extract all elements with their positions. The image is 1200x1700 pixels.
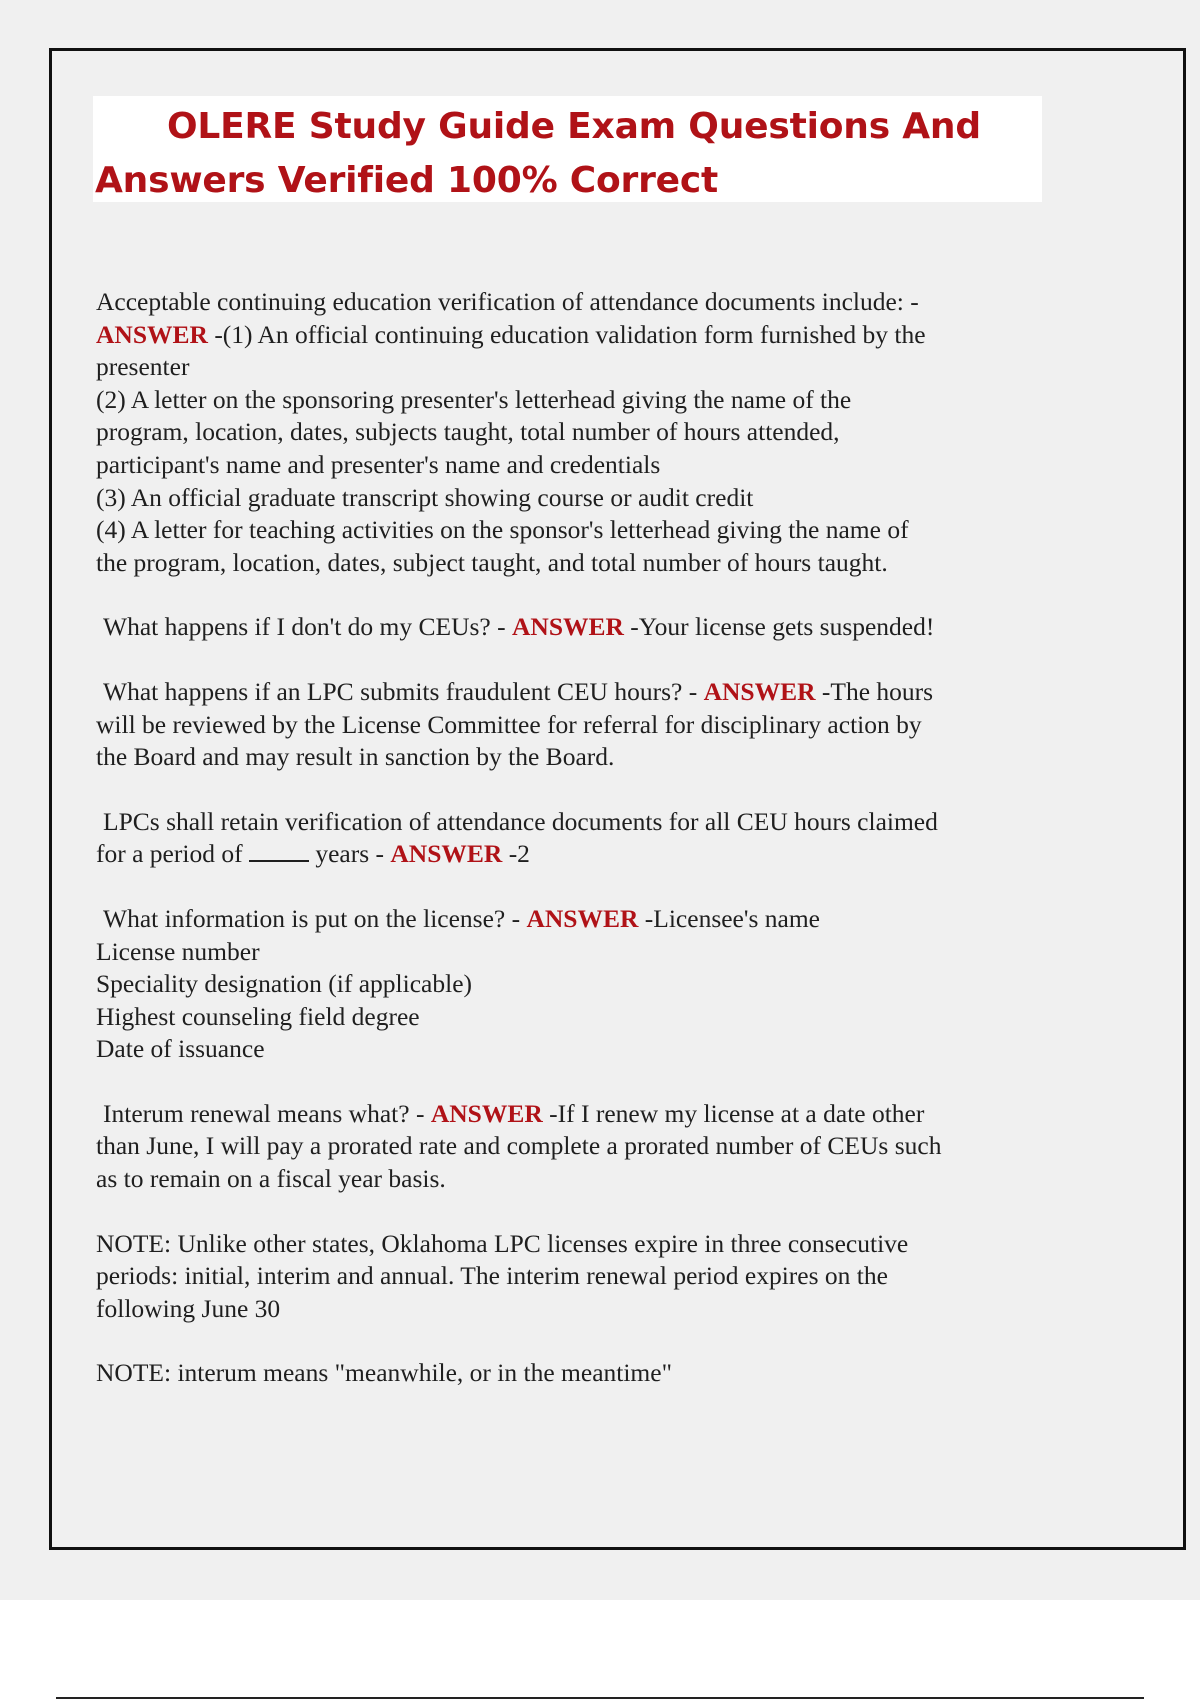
answer-line: the Board and may result in sanction by the Board. bbox=[96, 742, 615, 772]
question-text: What happens if an LPC submits fraudulent CEU hours? - bbox=[103, 676, 704, 706]
answer-line: participant's name and presenter's name and credentials bbox=[96, 449, 661, 479]
answer-line: License number bbox=[96, 936, 260, 966]
answer-line: (3) An official graduate transcript showing course or audit credit bbox=[96, 482, 754, 512]
answer-label: ANSWER bbox=[430, 1098, 543, 1128]
document-title: OLERE Study Guide Exam Questions And Answers Verified 100% Correct bbox=[95, 106, 981, 201]
answer-line: Date of issuance bbox=[96, 1034, 265, 1064]
answer-line: the program, location, dates, subject taught, and total number of hours taught. bbox=[96, 547, 888, 577]
answer-line: program, location, dates, subjects taught, total number of hours attended, bbox=[96, 417, 840, 447]
note-line: following June 30 bbox=[96, 1293, 281, 1323]
title-banner bbox=[93, 96, 1042, 202]
answer-label: ANSWER bbox=[511, 612, 624, 642]
question-text: Interum renewal means what? - bbox=[103, 1098, 431, 1128]
question-text: Acceptable continuing education verification of attendance documents include: - bbox=[96, 287, 919, 316]
qa-line bbox=[96, 676, 1086, 709]
qa-line bbox=[96, 611, 1086, 644]
qa-content bbox=[96, 286, 1086, 1422]
note-block bbox=[96, 1228, 1086, 1326]
answer-text: -2 bbox=[502, 839, 530, 869]
question-text: What information is put on the license? - bbox=[103, 903, 527, 933]
qa-item bbox=[96, 611, 1086, 644]
qa-line bbox=[96, 1098, 1086, 1131]
qa-line bbox=[96, 838, 1086, 871]
qa-item bbox=[96, 676, 1086, 774]
answer-line: presenter bbox=[96, 352, 190, 382]
answer-text: -(1) An official continuing education validation form furnished by the bbox=[207, 319, 926, 349]
answer-text: -The hours bbox=[815, 676, 934, 706]
note-line: NOTE: Unlike other states, Oklahoma LPC licenses expire in three consecutive bbox=[96, 1228, 909, 1258]
answer-label: ANSWER bbox=[703, 676, 816, 706]
page-gap bbox=[0, 1600, 1200, 1700]
note-line: periods: initial, interim and annual. The interim renewal period expires on the bbox=[96, 1261, 888, 1291]
question-text: What happens if I don't do my CEUs? - bbox=[103, 612, 512, 642]
answer-text: -Licensee's name bbox=[638, 903, 820, 933]
answer-line bbox=[96, 319, 1086, 352]
answer-line: (2) A letter on the sponsoring presenter's letterhead giving the name of the bbox=[96, 384, 852, 414]
answer-line: than June, I will pay a prorated rate and complete a prorated number of CEUs such bbox=[96, 1131, 942, 1161]
answer-line: Speciality designation (if applicable) bbox=[96, 969, 473, 999]
answer-line: as to remain on a fiscal year basis. bbox=[96, 1164, 446, 1194]
next-page-border bbox=[56, 1697, 1144, 1699]
question-text: LPCs shall retain verification of attendance documents for all CEU hours claimed bbox=[103, 806, 938, 836]
answer-line: (4) A letter for teaching activities on the sponsor's letterhead giving the name of bbox=[96, 515, 909, 545]
answer-line: will be reviewed by the License Committee for referral for disciplinary action by bbox=[96, 709, 922, 739]
question-text: for a period of bbox=[96, 839, 249, 869]
note-line: NOTE: interum means "meanwhile, or in the meantime" bbox=[96, 1358, 672, 1388]
qa-line bbox=[96, 903, 1086, 936]
answer-label: ANSWER bbox=[96, 319, 208, 349]
qa-item bbox=[96, 903, 1086, 1066]
answer-label: ANSWER bbox=[390, 839, 503, 869]
question-text: years - bbox=[308, 839, 391, 869]
answer-text: -If I renew my license at a date other bbox=[542, 1098, 925, 1128]
answer-label: ANSWER bbox=[526, 903, 639, 933]
answer-text: -Your license gets suspended! bbox=[623, 612, 935, 642]
qa-item bbox=[96, 806, 1086, 871]
qa-item bbox=[96, 1098, 1086, 1196]
qa-item bbox=[96, 286, 1086, 579]
fill-in-blank bbox=[249, 840, 309, 862]
note-block bbox=[96, 1357, 1086, 1390]
answer-line: Highest counseling field degree bbox=[96, 1001, 420, 1031]
